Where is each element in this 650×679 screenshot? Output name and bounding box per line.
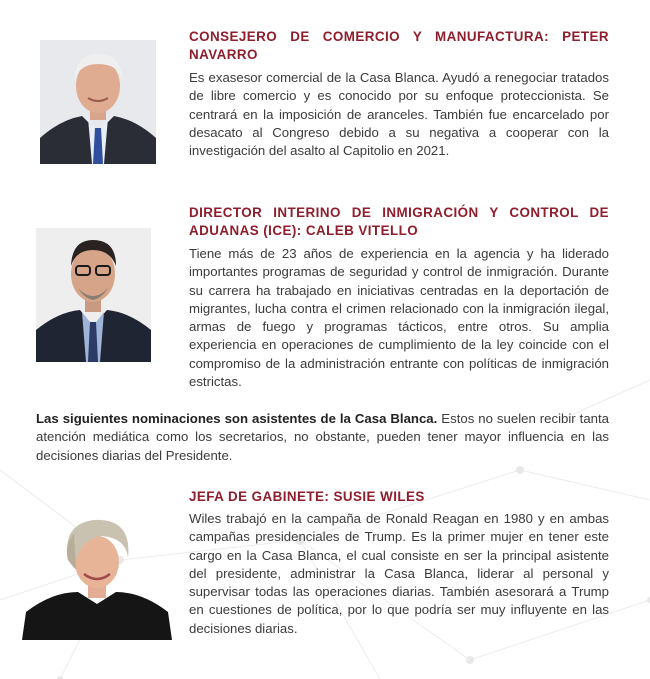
assistants-note-text: Estos no suelen recibir tanta atención mediática como los secretarios, no obstante, pueden tener mayor influencia en las decisiones diarias del Presidente. bbox=[36, 411, 610, 463]
portrait-illustration bbox=[40, 40, 156, 164]
profile-heading-navarro: CONSEJERO DE COMERCIO Y MANUFACTURA: PETER NAVARRO bbox=[189, 29, 609, 62]
profile-body-vitello: Tiene más de 23 años de experiencia en la agencia y ha liderado importantes programas de seguridad y control de inmigración. Durante su carrera ha trabajado en iniciativas centradas en la deportación de migrantes, lucha contra el crimen relacionado con la inmigración ilegal, armas de fuego y programas tácticos, entre otros. Su amplia experiencia en operaciones de cumplimiento de la ley coincide con el compromiso de la administración entrante con políticas de inmigración estrictas. bbox=[189, 246, 609, 390]
portrait-caleb-vitello bbox=[36, 228, 151, 362]
profile-heading-vitello: DIRECTOR INTERINO DE INMIGRACIÓN Y CONTROL DE ADUANAS (ICE): CALEB VITELLO bbox=[189, 205, 609, 238]
assistants-note bbox=[36, 410, 609, 465]
portrait-illustration bbox=[36, 228, 151, 362]
profile-body-navarro: Es exasesor comercial de la Casa Blanca. Ayudó a renegociar tratados de libre comercio y es conocido por su enfoque proteccionista. Se centrará en la imposición de aranceles. También fue encarcelado por desacato al Congreso debido a su negativa a cooperar con la investigación del asalto al Capitolio en 2021. bbox=[189, 70, 609, 159]
portrait-peter-navarro bbox=[40, 40, 156, 164]
portrait-susie-wiles bbox=[22, 508, 172, 640]
assistants-note-bold: Las siguientes nominaciones son asistentes de la Casa Blanca. bbox=[36, 411, 438, 426]
portrait-illustration bbox=[22, 508, 172, 640]
profile-heading-wiles: JEFA DE GABINETE: SUSIE WILES bbox=[189, 489, 425, 504]
profile-body-wiles: Wiles trabajó en la campaña de Ronald Reagan en 1980 y en ambas campañas presidenciales de Trump. Es la primer mujer en tener este cargo en la Casa Blanca, el cual consiste en ser la principal asistente del presidente, administrar la Casa Blanca, liderar al personal y supervisar todas las operaciones diarias. También asesorará a Trump en cuestiones de política, por lo que podría ser muy influyente en las decisiones diarias. bbox=[189, 511, 609, 636]
